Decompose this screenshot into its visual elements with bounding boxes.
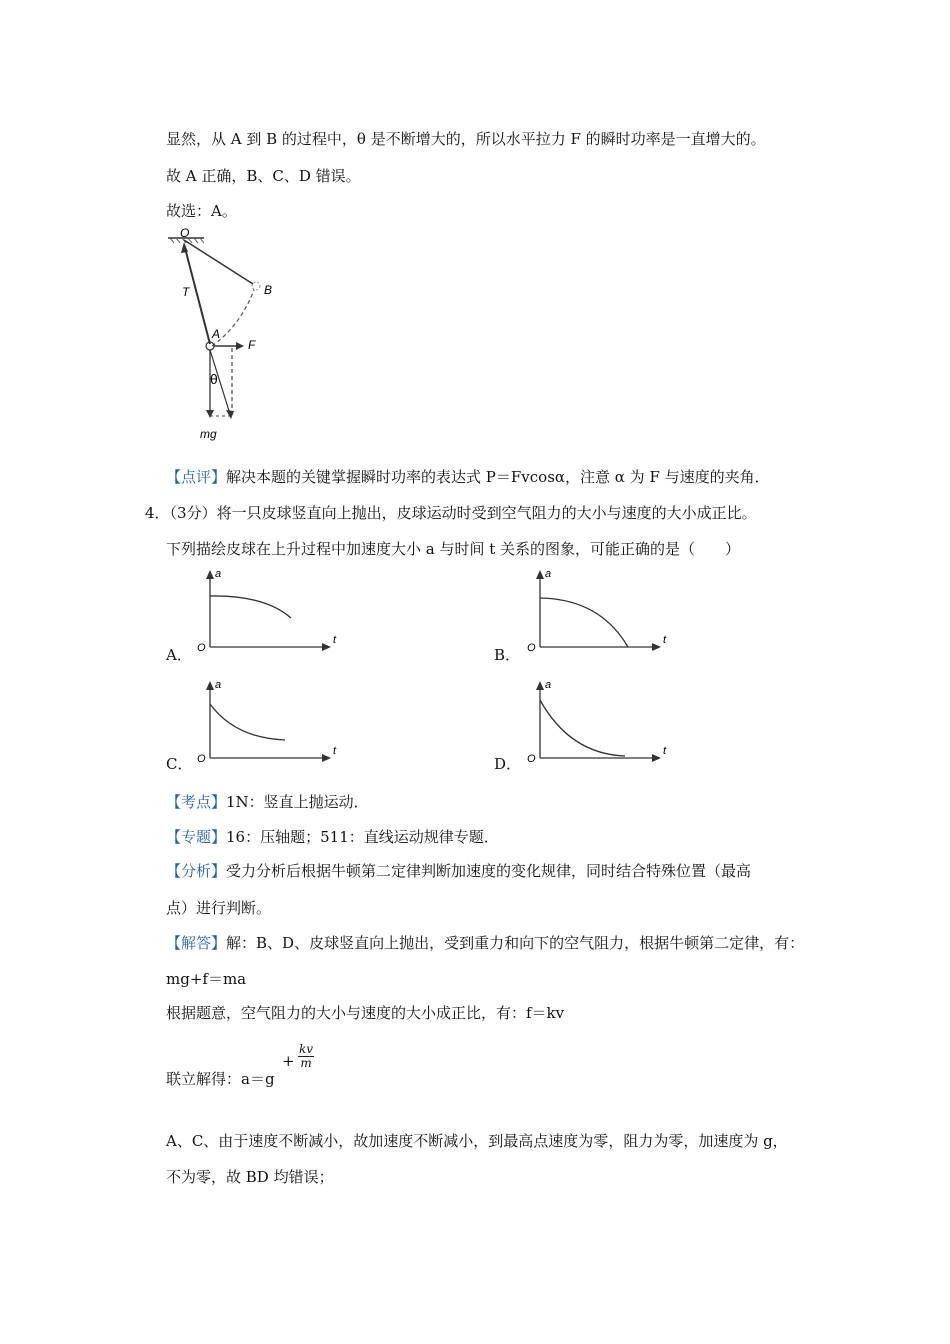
fenxi-tag: 【分析】: [166, 862, 227, 880]
fenxi-line-1: [166, 860, 751, 881]
option-a-label: A．: [166, 646, 192, 664]
solution-line-1: 显然，从 A 到 B 的过程中，θ 是不断增大的，所以水平拉力 F 的瞬时功率是一直增大的。: [166, 130, 766, 148]
option-c-label: C．: [166, 755, 193, 773]
option-b-label: B．: [494, 646, 521, 664]
option-b-axis-x: t: [663, 634, 667, 646]
option-c-origin: O: [197, 753, 206, 765]
label-A: A: [212, 327, 221, 341]
option-c-graph: [195, 676, 345, 766]
question-line-1: [145, 502, 757, 523]
option-a-axis-x: t: [333, 634, 337, 646]
option-a-graph: [195, 565, 345, 655]
jieda-line-2: 根据题意，空气阻力的大小与速度的大小成正比，有：f＝kv: [166, 1004, 565, 1022]
kaodian-tag: 【考点】: [166, 793, 227, 811]
comment-text: 解决本题的关键掌握瞬时功率的表达式 P＝Fvcosα，注意 α 为 F 与速度的夹角．: [226, 468, 770, 486]
fenxi-line-2: 点）进行判断。: [166, 899, 272, 917]
option-d-axis-y: a: [545, 679, 552, 691]
jieda-tag: 【解答】: [166, 934, 227, 952]
solution-line-2: 故 A 正确，B、C、D 错误。: [166, 167, 361, 185]
comment-line: [166, 466, 770, 487]
jieda-text-1: 解：B、D、皮球竖直向上抛出，受到重力和向下的空气阻力，根据牛顿第二定律，有：: [226, 934, 805, 952]
option-d-axis-x: t: [663, 745, 667, 757]
option-d-origin: O: [527, 753, 536, 765]
jieda-line-5: 不为零，故 BD 均错误；: [166, 1168, 334, 1186]
solution-line-3: 故选：A。: [166, 202, 237, 220]
label-F: F: [248, 338, 256, 352]
label-B: B: [264, 283, 273, 297]
comment-tag: 【点评】: [166, 468, 227, 486]
jieda-line-1: [166, 932, 804, 953]
zhuanti-line: [166, 826, 499, 847]
jieda-frac-num: kv: [299, 1042, 314, 1056]
fenxi-text-1: 受力分析后根据牛顿第二定律判断加速度的变化规律，同时结合特殊位置（最高: [226, 862, 752, 880]
zhuanti-text: 16：压轴题；511：直线运动规律专题．: [226, 828, 499, 846]
label-theta: θ: [210, 371, 218, 387]
zhuanti-tag: 【专题】: [166, 828, 227, 846]
question-score: （3分）: [169, 504, 217, 522]
option-c-axis-y: a: [215, 679, 222, 691]
jieda-plus: +: [282, 1052, 295, 1070]
pendulum-figure: [160, 226, 290, 446]
question-text-1: 将一只皮球竖直向上抛出，皮球运动时受到空气阻力的大小与速度的大小成正比。: [216, 504, 757, 522]
label-mg: mg: [200, 427, 217, 441]
label-O: O: [180, 226, 190, 240]
jieda-eq-1: mg+f＝ma: [166, 970, 247, 988]
option-b-axis-y: a: [545, 568, 552, 580]
jieda-line-3: 联立解得：a＝g: [166, 1070, 275, 1088]
jieda-line-4: A、C、由于速度不断减小，故加速度不断减小，到最高点速度为零，阻力为零，加速度为 g，: [166, 1132, 788, 1150]
option-a-origin: O: [197, 642, 206, 654]
question-number: 4．: [145, 504, 170, 522]
jieda-fraction: [298, 1043, 314, 1070]
jieda-frac-den: m: [300, 1056, 312, 1070]
option-d-graph: [525, 676, 675, 766]
option-b-origin: O: [527, 642, 536, 654]
question-line-2: 下列描绘皮球在上升过程中加速度大小 a 与时间 t 关系的图象，可能正确的是（ ）: [166, 540, 741, 558]
option-b-graph: [525, 565, 675, 655]
label-T: T: [182, 285, 190, 299]
kaodian-line: [166, 791, 369, 812]
option-c-axis-x: t: [333, 745, 337, 757]
kaodian-text: 1N：竖直上抛运动．: [226, 793, 369, 811]
option-d-label: D．: [494, 755, 522, 773]
option-a-axis-y: a: [215, 568, 222, 580]
